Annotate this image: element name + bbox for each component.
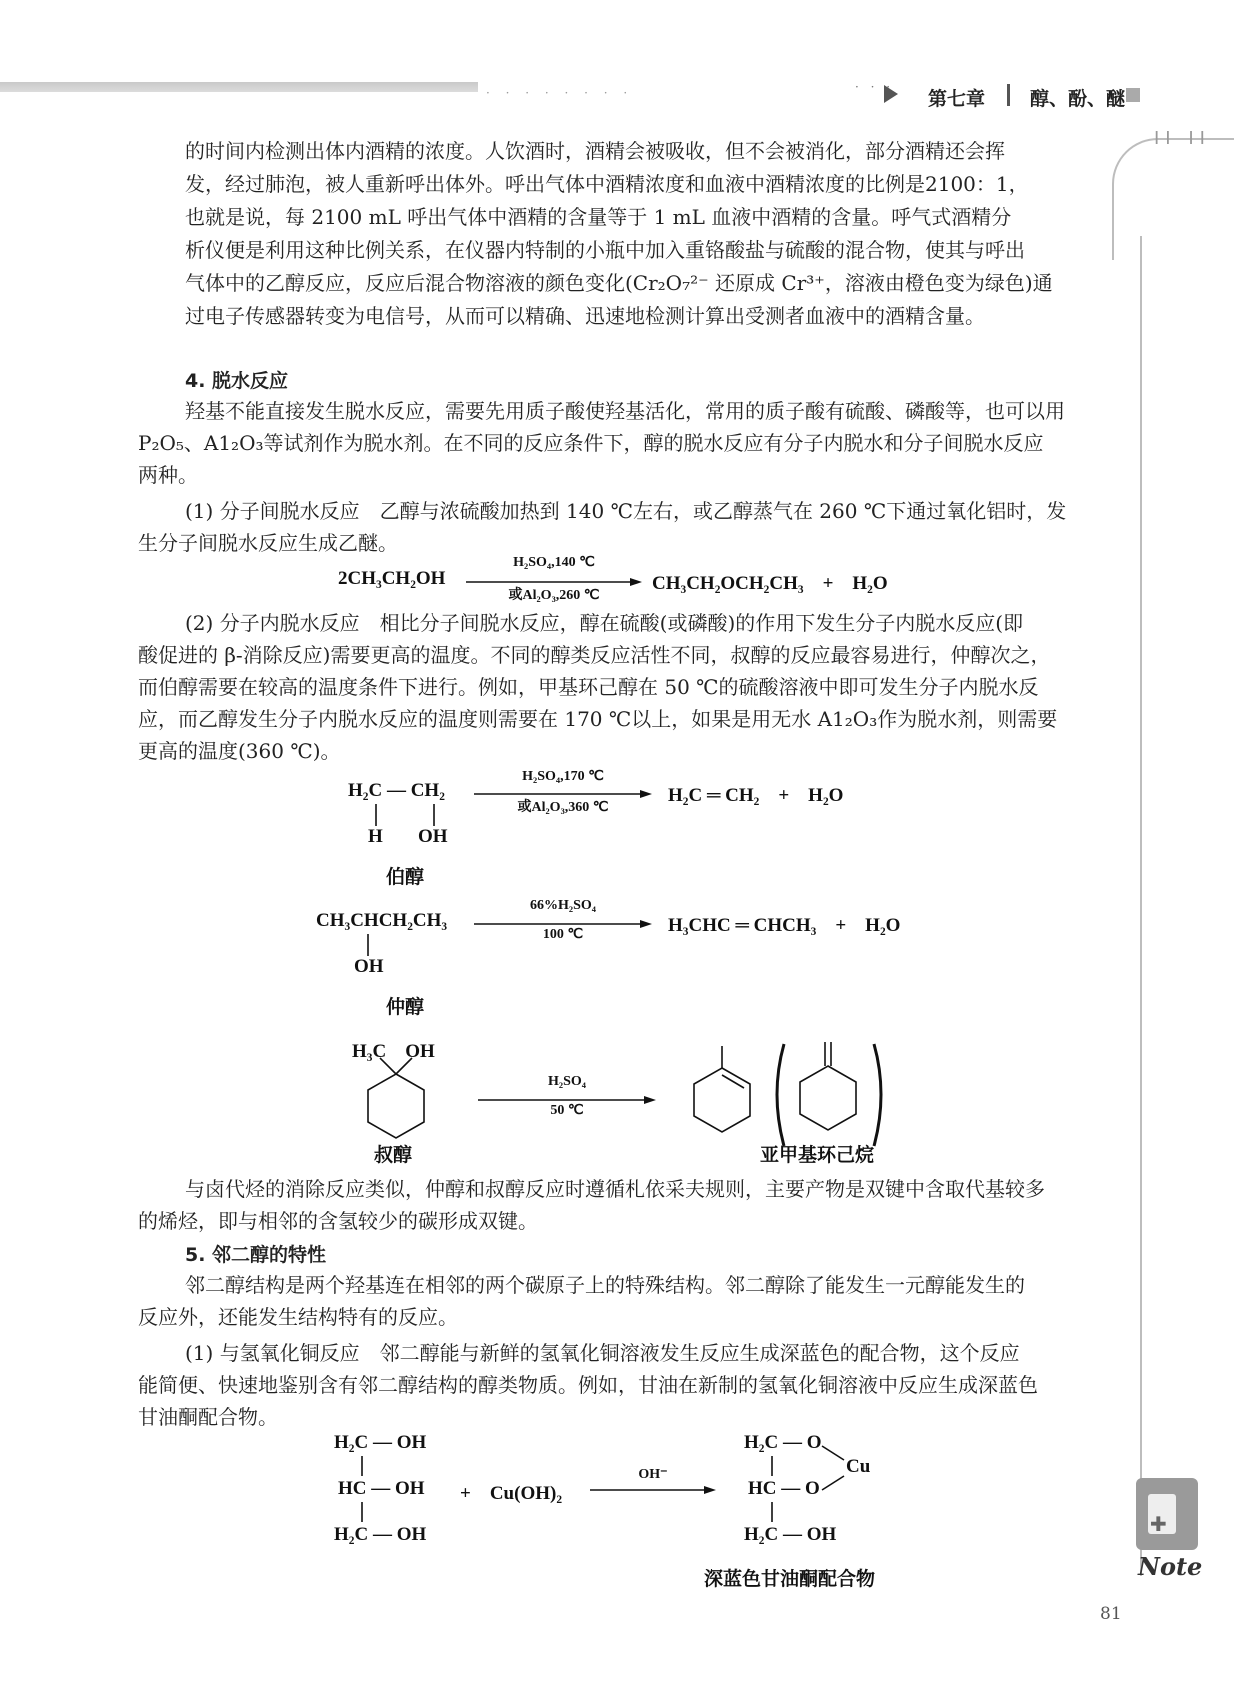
- condition-top: H₂SO₄: [548, 1074, 586, 1089]
- text-line: 反应外，还能发生结构特有的反应。: [138, 1305, 458, 1329]
- text-line: 更高的温度(360 ℃)。: [138, 739, 341, 763]
- text-line: 能简便、快速地鉴别含有邻二醇结构的醇类物质。例如，甘油在新制的氢氧化铜溶液中反应生成深蓝色: [138, 1373, 1038, 1397]
- condition-bottom: 或Al₂O₃,360 ℃: [517, 800, 609, 815]
- condition: OH⁻: [638, 1467, 668, 1482]
- text-line: P₂O₅、A1₂O₃等试剂作为脱水剂。在不同的反应条件下，醇的脱水反应有分子内脱水和分子间脱水反应: [138, 431, 1044, 455]
- text-line: 与卤代烃的消除反应类似，仲醇和叔醇反应时遵循札依采夫规则，主要产物是双键中含取代基较多: [185, 1177, 1045, 1201]
- reaction-arrow: [590, 1486, 716, 1496]
- header-square-icon: [1126, 88, 1140, 102]
- bond-line: [364, 934, 374, 958]
- substituent-h: H: [368, 826, 383, 847]
- header-bar: [0, 82, 478, 92]
- reactant: CH₃CHCH₂CH₃: [316, 910, 448, 931]
- chapter-label: 第七章: [928, 88, 986, 110]
- bond-line: [358, 1456, 368, 1478]
- cyclohexane-ring: [360, 1058, 440, 1148]
- section-heading: 4. 脱水反应: [185, 370, 289, 392]
- complex-label: 深蓝色甘油酮配合物: [704, 1568, 876, 1590]
- product-label: 亚甲基环己烷: [760, 1144, 875, 1166]
- text-line: (1) 与氢氧化铜反应 邻二醇能与新鲜的氢氧化铜溶液发生反应生成深蓝色的配合物，这个反应: [185, 1341, 1020, 1365]
- bond-line: [768, 1456, 778, 1478]
- glycerol-c2: HC — OH: [338, 1478, 425, 1499]
- condition-bottom: 或Al₂O₃,260 ℃: [508, 588, 600, 603]
- text-line: 也就是说，每 2100 mL 呼出气体中酒精的含量等于 1 mL 血液中酒精的含量。呼气式酒精分: [185, 205, 1012, 229]
- margin-marks: II II: [1154, 128, 1211, 149]
- product: CH₃CH₂OCH₂CH₃ + H₂O: [652, 573, 888, 594]
- text-line: 两种。: [138, 463, 198, 487]
- note-label: Note: [1138, 1552, 1203, 1581]
- reactant-substituents: H₃C OH: [352, 1041, 435, 1062]
- complex-c2: HC — O: [748, 1478, 820, 1499]
- text-line: 生分子间脱水反应生成乙醚。: [138, 531, 398, 555]
- text-line: (2) 分子内脱水反应 相比分子间脱水反应，醇在硫酸(或磷酸)的作用下发生分子内脱水反应(即: [185, 611, 1024, 635]
- substituent-oh: OH: [354, 956, 384, 977]
- text-line: 气体中的乙醇反应，反应后混合物溶液的颜色变化(Cr₂O₇²⁻ 还原成 Cr³⁺，溶液由橙色变为绿色)通: [185, 271, 1053, 295]
- alcohol-label: 伯醇: [386, 866, 425, 888]
- text-line: 的时间内检测出体内酒精的浓度。人饮酒时，酒精会被吸收，但不会被消化，部分酒精还会挥: [185, 139, 1005, 163]
- page-number: 81: [1100, 1604, 1122, 1624]
- bond-lines: [370, 804, 450, 828]
- bond-line: [358, 1502, 368, 1524]
- alcohol-label: 仲醇: [386, 996, 425, 1018]
- substituent-oh: OH: [418, 826, 448, 847]
- product: H₃CHC ═ CHCH₃ + H₂O: [668, 915, 901, 936]
- text-line: 的烯烃，即与相邻的含氢较少的碳形成双键。: [138, 1209, 538, 1233]
- glycerol-c1: H₂C — OH: [334, 1432, 427, 1453]
- complex-c1: H₂C — O: [744, 1432, 822, 1453]
- text-line: 酸促进的 β-消除反应)需要更高的温度。不同的醇类反应活性不同，叔醇的反应最容易进行，仲醇次之，: [138, 643, 1051, 667]
- text-line: 而伯醇需要在较高的温度条件下进行。例如，甲基环己醇在 50 ℃的硫酸溶液中即可发生分子内脱水反: [138, 675, 1039, 699]
- text-line: (1) 分子间脱水反应 乙醇与浓硫酸加热到 140 ℃左右，或乙醇蒸气在 260 ℃下通过氧化铝时，发: [185, 499, 1067, 523]
- section-heading: 5. 邻二醇的特性: [185, 1244, 327, 1266]
- margin-line: [1140, 236, 1142, 1576]
- chapter-title: 醇、酚、醚: [1030, 88, 1126, 110]
- text-line: 析仪便是利用这种比例关系，在仪器内特制的小瓶中加入重铬酸盐与硫酸的混合物，使其与呼出: [185, 238, 1025, 262]
- condition-top: H₂SO₄,170 ℃: [522, 769, 604, 784]
- complex-c3: H₂C — OH: [744, 1524, 837, 1545]
- text-line: 应，而乙醇发生分子内脱水反应的温度则需要在 170 ℃以上，如果是用无水 A1₂O₃作为脱水剂，则需要: [138, 707, 1058, 731]
- reagent: + Cu(OH)₂: [460, 1483, 563, 1504]
- header-separator: [1007, 84, 1010, 106]
- condition-bottom: 50 ℃: [550, 1103, 584, 1118]
- text-line: 过电子传感器转变为电信号，从而可以精确、迅速地检测计算出受测者血液中的酒精含量。: [185, 304, 985, 328]
- condition-bottom: 100 ℃: [542, 927, 584, 942]
- methylcyclohexene-structure: [686, 1046, 766, 1146]
- reactant: 2CH₃CH₂OH: [338, 568, 446, 589]
- reactant-top: H₂C — CH₂: [348, 780, 445, 801]
- text-line: 甘油酮配合物。: [138, 1405, 278, 1429]
- margin-curve: [1112, 138, 1234, 260]
- note-plus-icon: ✚: [1150, 1512, 1167, 1536]
- header-dots: · · · · · · · ·: [486, 86, 634, 100]
- condition-top: 66%H₂SO₄: [530, 898, 596, 913]
- alcohol-label: 叔醇: [374, 1144, 413, 1166]
- text-line: 发，经过肺泡，被人重新呼出体外。呼出气体中酒精浓度和血液中酒精浓度的比例是2100：1，: [185, 172, 1029, 196]
- header-dots-right: · · ·: [855, 80, 895, 94]
- text-line: 羟基不能直接发生脱水反应，需要先用质子酸使羟基活化，常用的质子酸有硫酸、磷酸等，也可以用: [185, 399, 1065, 423]
- bond-line: [768, 1502, 778, 1524]
- product: H₂C ═ CH₂ + H₂O: [668, 785, 844, 806]
- condition-top: H₂SO₄,140 ℃: [513, 555, 595, 570]
- copper-atom: Cu: [846, 1456, 871, 1477]
- text-line: 邻二醇结构是两个羟基连在相邻的两个碳原子上的特殊结构。邻二醇除了能发生一元醇能发生的: [185, 1273, 1025, 1297]
- glycerol-c3: H₂C — OH: [334, 1524, 427, 1545]
- header-arrow-icon: [884, 85, 898, 103]
